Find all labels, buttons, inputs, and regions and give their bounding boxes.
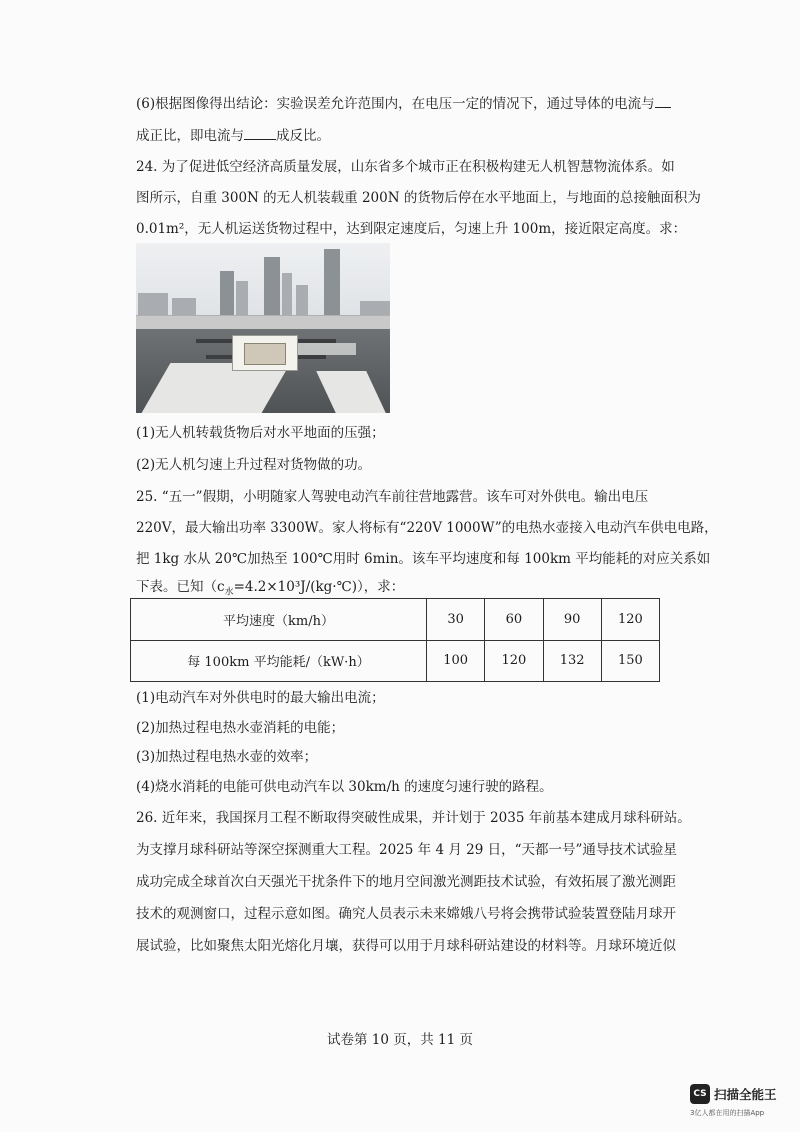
q24-line-1: 24. 为了促进低空经济高质量发展，山东省多个城市正在积极构建无人机智慧物流体系。如 — [136, 159, 675, 175]
table-row — [131, 599, 660, 641]
table-cell: 30 — [427, 599, 485, 641]
q25-line-1: 25. “五一”假期，小明随家人驾驶电动汽车前往营地露营。该车可对外供电。输出电压 — [136, 489, 649, 505]
table-cell: 平均速度（km/h） — [131, 599, 427, 641]
table-cell: 100 — [427, 640, 485, 682]
q23-line-1 — [136, 93, 676, 114]
answer-blank-2 — [244, 125, 276, 140]
q23-text-2b: 成反比。 — [276, 128, 330, 144]
drone-photo — [136, 243, 390, 413]
camscanner-logo-icon: CS — [690, 1084, 710, 1104]
q26-line-4: 技术的观测窗口，过程示意如图。确究人员表示未来嫦娥八号将会携带试验装置登陆月球开 — [136, 906, 676, 922]
q26-line-5: 展试验，比如聚焦太阳光熔化月壤，获得可以用于月球科研站建设的材料等。月球环境近似 — [136, 938, 676, 954]
watermark-name: 扫描全能王 — [714, 1087, 777, 1102]
watermark-tagline: 3亿人都在用的扫描App — [690, 1109, 765, 1117]
q26-line-2: 为支撑月球科研站等深空探测重大工程。2025 年 4 月 29 日，“天都一号”通导技术试验星 — [136, 842, 677, 858]
scanner-watermark — [690, 1084, 790, 1124]
page-footer: 试卷第 10 页，共 11 页 — [326, 1032, 474, 1048]
q25-line-2: 220V，最大输出功率 3300W。家人将标有“220V 1000W”的电热水壶接入电动汽车供电电路， — [136, 520, 718, 536]
answer-blank-1 — [655, 93, 671, 108]
speed-energy-table — [130, 598, 660, 682]
q24-line-2: 图所示，自重 300N 的无人机装载重 200N 的货物后停在水平地面上，与地面的总接触面积为 — [136, 190, 701, 206]
q25-line-3: 把 1kg 水从 20℃加热至 100℃用时 6min。该车平均速度和每 100km 平均能耗的对应关系如 — [136, 551, 711, 567]
q25-line-4: 下表。已知$(c_水=4.2\times 10^3J/(kg\cdot℃))$，求： — [136, 579, 405, 598]
table-cell: 每 100km 平均能耗/（kW·h） — [131, 640, 427, 682]
table-cell: 132 — [543, 640, 601, 682]
table-cell: 120 — [601, 599, 659, 641]
table-cell: 120 — [485, 640, 543, 682]
table-cell: 60 — [485, 599, 543, 641]
q25-sub-3: (3)加热过程电热水壶的效率； — [136, 749, 318, 765]
q23-text-2a: 成正比，即电流与 — [136, 128, 244, 144]
q23-text-1: (6)根据图像得出结论：实验误差允许范围内，在电压一定的情况下，通过导体的电流与 — [136, 96, 655, 112]
q26-line-3: 成功完成全球首次白天强光干扰条件下的地月空间激光测距技术试验，有效拓展了激光测距 — [136, 874, 676, 890]
table-cell: 90 — [543, 599, 601, 641]
table-cell: 150 — [601, 640, 659, 682]
table-row — [131, 640, 660, 682]
q25-sub-4: (4)烧水消耗的电能可供电动汽车以 30km/h 的速度匀速行驶的路程。 — [136, 779, 553, 795]
q25-sub-1: (1)电动汽车对外供电时的最大输出电流； — [136, 690, 385, 706]
q24-sub-2: (2)无人机匀速上升过程对货物做的功。 — [136, 457, 372, 473]
q24-line-3: 0.01m²，无人机运送货物过程中，达到限定速度后，匀速上升 100m，接近限定高度。求： — [136, 221, 687, 237]
q26-line-1: 26. 近年来，我国探月工程不断取得突破性成果，并计划于 2035 年前基本建成月球科研站。 — [136, 810, 691, 826]
q23-line-2 — [136, 125, 676, 146]
q25-sub-2: (2)加热过程电热水壶消耗的电能； — [136, 720, 345, 736]
q24-sub-1: (1)无人机转载货物后对水平地面的压强； — [136, 425, 385, 441]
